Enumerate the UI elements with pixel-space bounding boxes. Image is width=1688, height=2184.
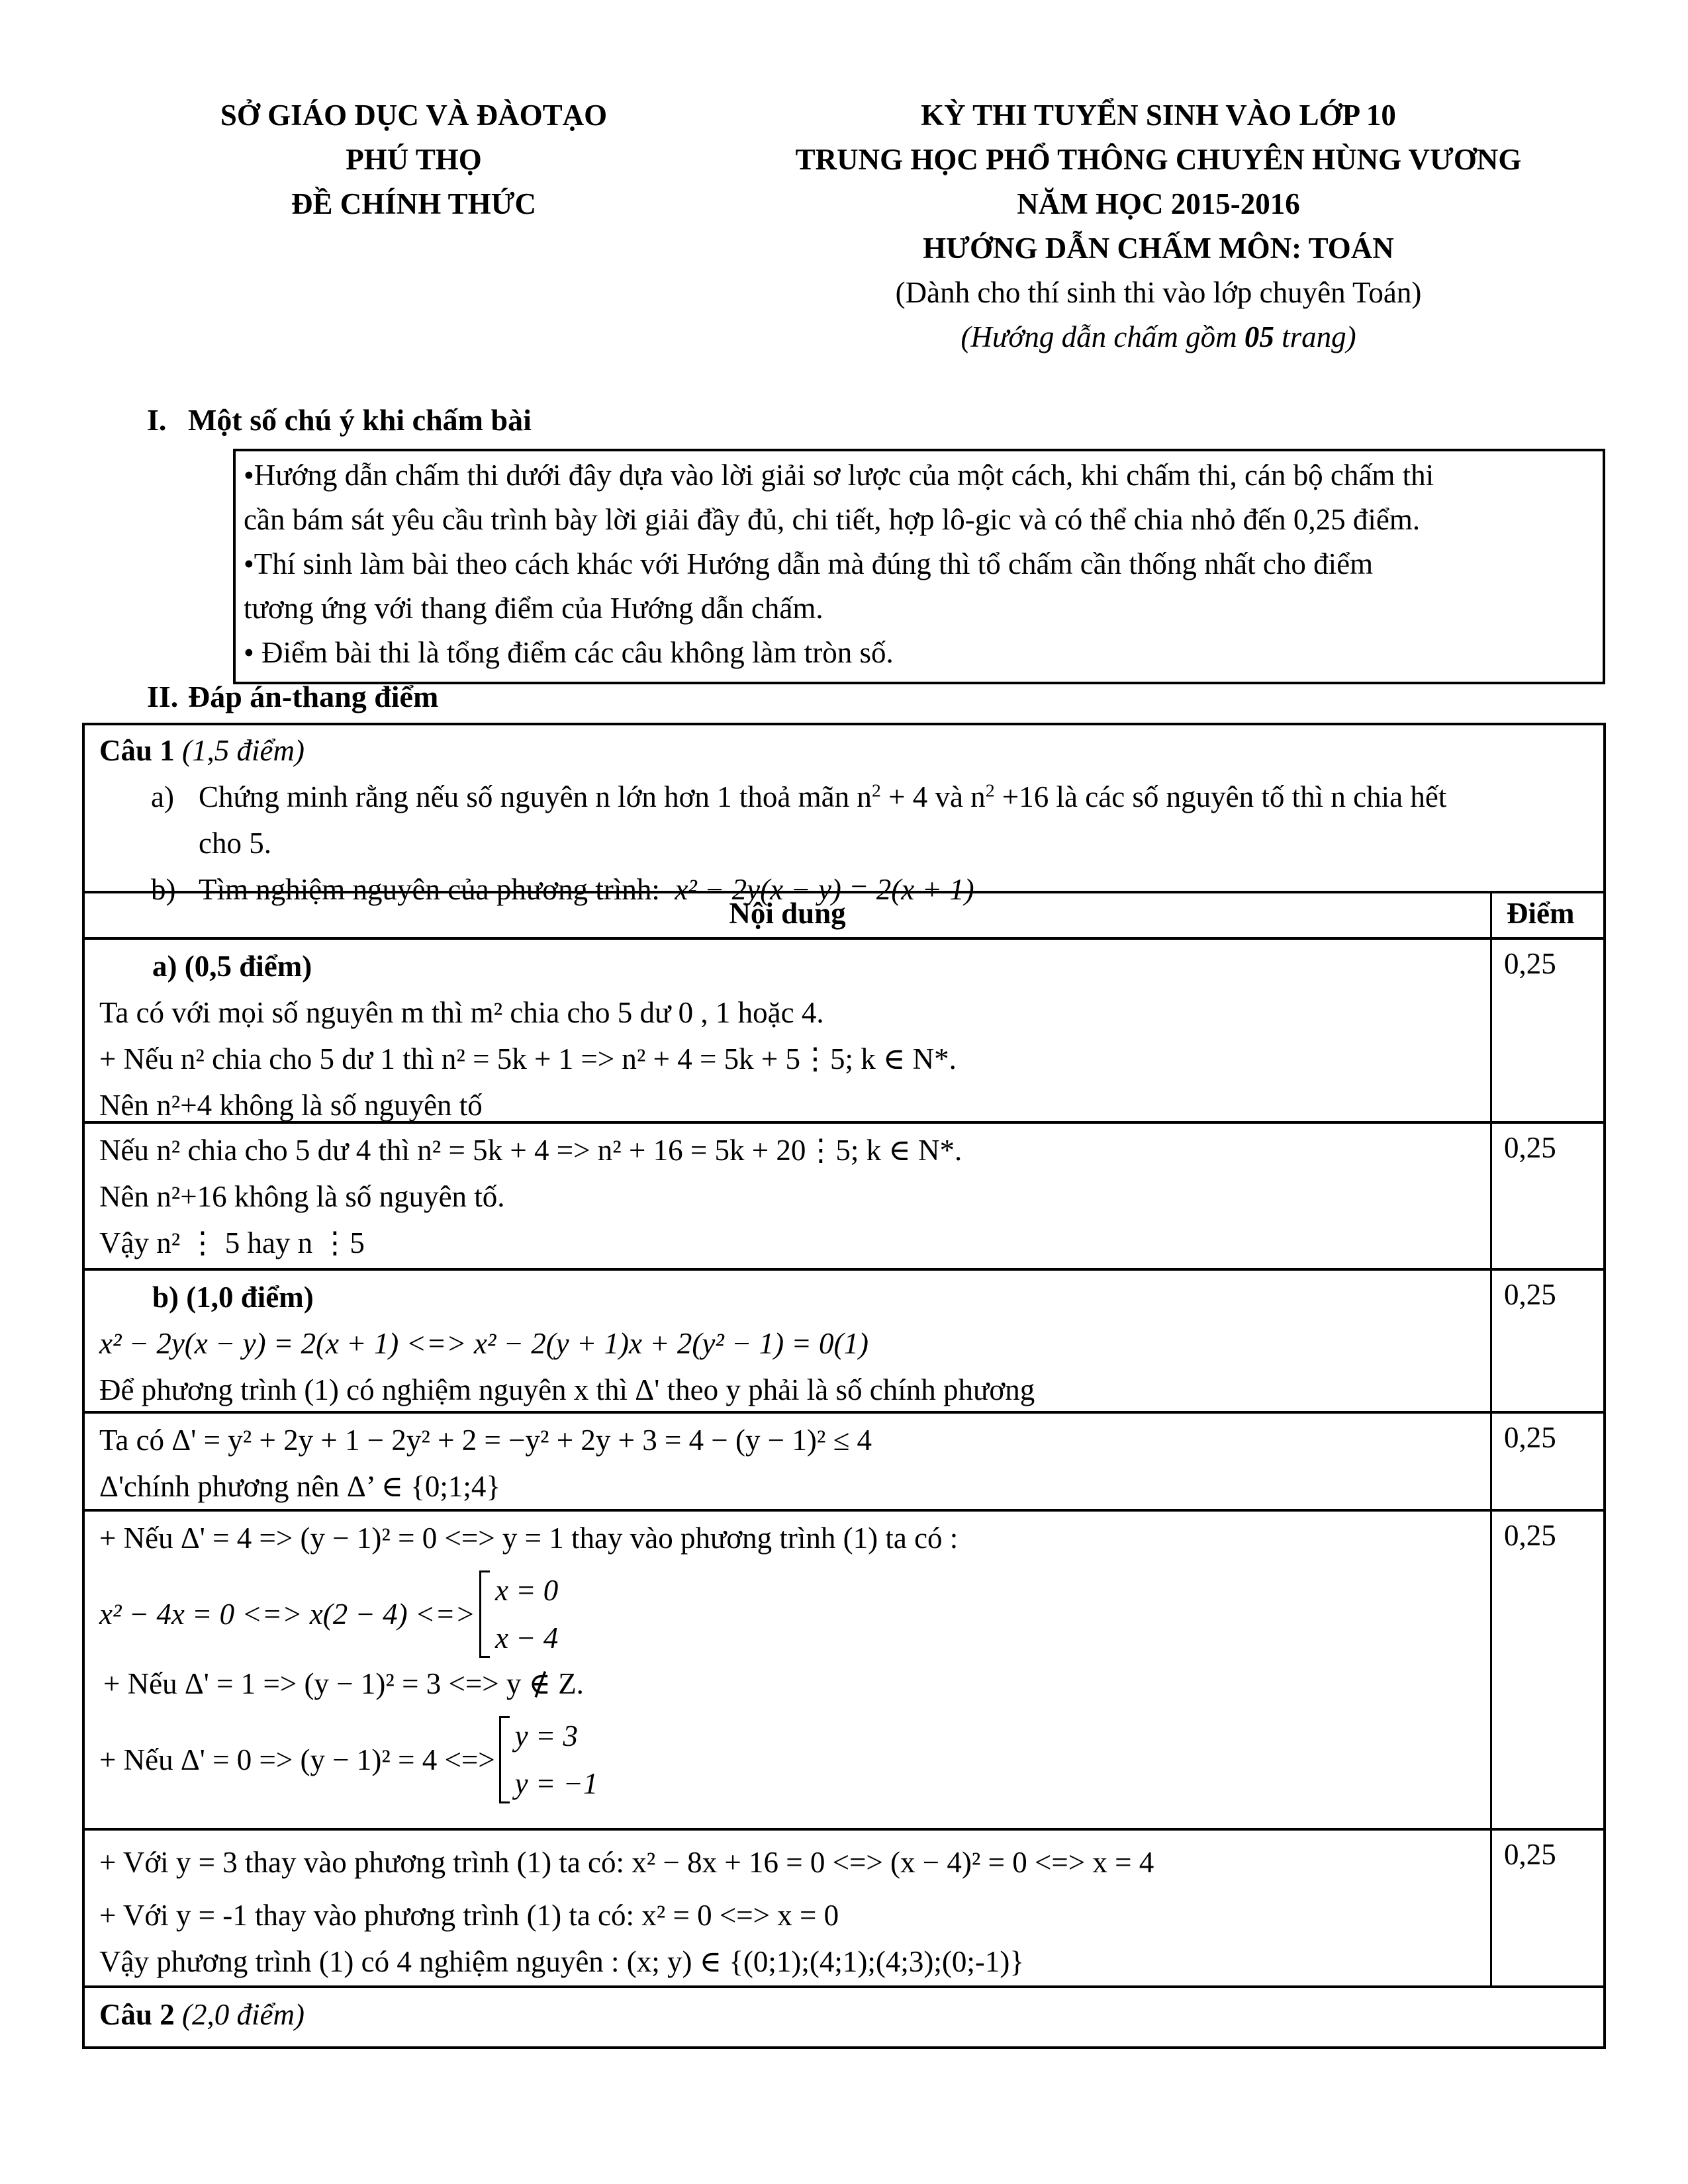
row-score: 0,25 — [1490, 940, 1603, 1121]
note-line: • Điểm bài thi là tổng điểm các câu không làm tròn số. — [244, 636, 894, 669]
row-line: Nếu n² chia cho 5 dư 4 thì n² = 5k + 4 => n² + 16 = 5k + 20⋮5; k ∈ N*. — [99, 1134, 962, 1167]
row-content — [85, 1124, 1490, 1268]
equation: x² − 2y(x − y) = 2(x + 1) — [675, 873, 974, 906]
header-left — [152, 101, 675, 234]
row-line: Δ'chính phương nên Δ’ ∈ {0;1;4} — [99, 1470, 501, 1503]
row-line: + Với y = -1 thay vào phương trình (1) ta có: x² = 0 <=> x = 0 — [99, 1899, 839, 1932]
question-1a-continued: cho 5. — [199, 827, 271, 860]
row-line: Nên n²+16 không là số nguyên tố. — [99, 1180, 505, 1213]
row-line: x² − 2y(x − y) = 2(x + 1) <=> x² − 2(y + 1)x + 2(y² − 1) = 0(1) — [99, 1327, 868, 1360]
row-line: + Nếu n² chia cho 5 dư 1 thì n² = 5k + 1 => n² + 4 = 5k + 5⋮5; k ∈ N*. — [99, 1042, 957, 1075]
row-line: Vậy n² ⋮ 5 hay n ⋮5 — [99, 1226, 365, 1259]
row-score: 0,25 — [1490, 1271, 1603, 1411]
section-2-heading: II. Đáp án-thang điểm — [147, 680, 439, 713]
row-content — [85, 940, 1490, 1121]
table-header-row — [85, 893, 1603, 940]
row-score: 0,25 — [1490, 1831, 1603, 1985]
case-line-1: x² − 4x = 0 <=> x(2 − 4) <=> x = 0 x − 4 — [99, 1565, 1490, 1664]
exam-title: KỲ THI TUYỂN SINH VÀO LỚP 10 — [921, 99, 1396, 132]
case-line-2: + Nếu Δ' = 0 => (y − 1)² = 4 <=> y = 3 y = −1 — [99, 1710, 1490, 1809]
row-heading: b) (1,0 điểm) — [152, 1281, 314, 1314]
row-line: + Nếu Δ' = 1 => (y − 1)² = 3 <=> y ∉ Z. — [103, 1667, 584, 1700]
page-count-note: (Hướng dẫn chấm gồm 05 trang) — [961, 320, 1356, 353]
row-line: + Với y = 3 thay vào phương trình (1) ta có: x² − 8x + 16 = 0 <=> (x − 4)² = 0 <=> x = 4 — [99, 1846, 1154, 1879]
row-score: 0,25 — [1490, 1414, 1603, 1509]
audience-note: (Dành cho thí sinh thi vào lớp chuyên Toán) — [895, 276, 1422, 309]
section-1-heading: I. Một số chú ý khi chấm bài — [147, 403, 532, 437]
row-line: Ta có với mọi số nguyên m thì m² chia cho 5 dư 0 , 1 hoặc 4. — [99, 996, 824, 1029]
row-line: Để phương trình (1) có nghiệm nguyên x thì Δ' theo y phải là số chính phương — [99, 1373, 1035, 1406]
question-2-row — [85, 1988, 1603, 2046]
header-right — [728, 101, 1589, 367]
row-content — [85, 1414, 1490, 1509]
row-line: Ta có Δ' = y² + 2y + 1 − 2y² + 2 = −y² + 2y + 3 = 4 − (y − 1)² ≤ 4 — [99, 1424, 872, 1457]
row-content — [85, 1831, 1490, 1985]
row-content — [85, 1271, 1490, 1411]
answer-table — [82, 723, 1606, 2049]
note-line: cần bám sát yêu cầu trình bày lời giải đầy đủ, chi tiết, hợp lô-gic và có thể chia nhỏ đến 0,25 điểm. — [244, 503, 1421, 536]
note-line: •Thí sinh làm bài theo cách khác với Hướng dẫn mà đúng thì tổ chấm cần thống nhất cho điểm — [244, 547, 1374, 580]
row-line: Nên n²+4 không là số nguyên tố — [99, 1089, 483, 1122]
note-line: •Hướng dẫn chấm thi dưới đây dựa vào lời giải sơ lược của một cách, khi chấm thi, cán bộ chấm thi — [244, 459, 1434, 492]
table-row — [85, 1512, 1603, 1831]
bracket-icon — [499, 1716, 510, 1803]
page-count: 05 — [1244, 320, 1274, 353]
column-header-content: Nội dung — [729, 897, 846, 930]
grading-notes-box — [233, 449, 1605, 684]
bracket-icon — [479, 1570, 490, 1658]
department-name: SỞ GIÁO DỤC VÀ ĐÀOTẠO — [220, 99, 608, 132]
official-label: ĐỀ CHÍNH THỨC — [291, 187, 537, 220]
row-heading: a) (0,5 điểm) — [152, 950, 312, 983]
row-line: Vậy phương trình (1) có 4 nghiệm nguyên : (x; y) ∈ {(0;1);(4;1);(4;3);(0;-1)} — [99, 1945, 1024, 1978]
row-score: 0,25 — [1490, 1512, 1603, 1828]
grading-guide-title: HƯỚNG DẪN CHẤM MÔN: TOÁN — [923, 232, 1394, 265]
question-1-row — [85, 725, 1603, 906]
question-1-title: Câu 1 (1,5 điểm) — [99, 734, 305, 767]
table-row — [85, 1271, 1603, 1414]
question-1a: a) Chứng minh rằng nếu số nguyên n lớn hơn 1 thoả mãn $n^2 + 4$ và $n^2 +16$ là các số nguyên tố thì n chia hết — [151, 780, 1447, 813]
row-score: 0,25 — [1490, 1124, 1603, 1268]
question-1b: b) Tìm nghiệm nguyên của phương trình: x² − 2y(x − y) = 2(x + 1) — [151, 873, 974, 906]
question-2-title: Câu 2 (2,0 điểm) — [99, 1998, 305, 2031]
row-content — [85, 1512, 1490, 1828]
table-row — [85, 1414, 1603, 1512]
table-row — [85, 1124, 1603, 1271]
school-name: TRUNG HỌC PHỔ THÔNG CHUYÊN HÙNG VƯƠNG — [795, 143, 1522, 176]
table-row — [85, 1831, 1603, 1988]
table-row — [85, 940, 1603, 1124]
school-year: NĂM HỌC 2015-2016 — [1017, 187, 1300, 220]
column-header-score: Điểm — [1490, 893, 1603, 937]
province-name: PHÚ THỌ — [346, 143, 482, 176]
row-line: + Nếu Δ' = 4 => (y − 1)² = 0 <=> y = 1 thay vào phương trình (1) ta có : — [99, 1522, 959, 1555]
note-line: tương ứng với thang điểm của Hướng dẫn chấm. — [244, 592, 823, 625]
